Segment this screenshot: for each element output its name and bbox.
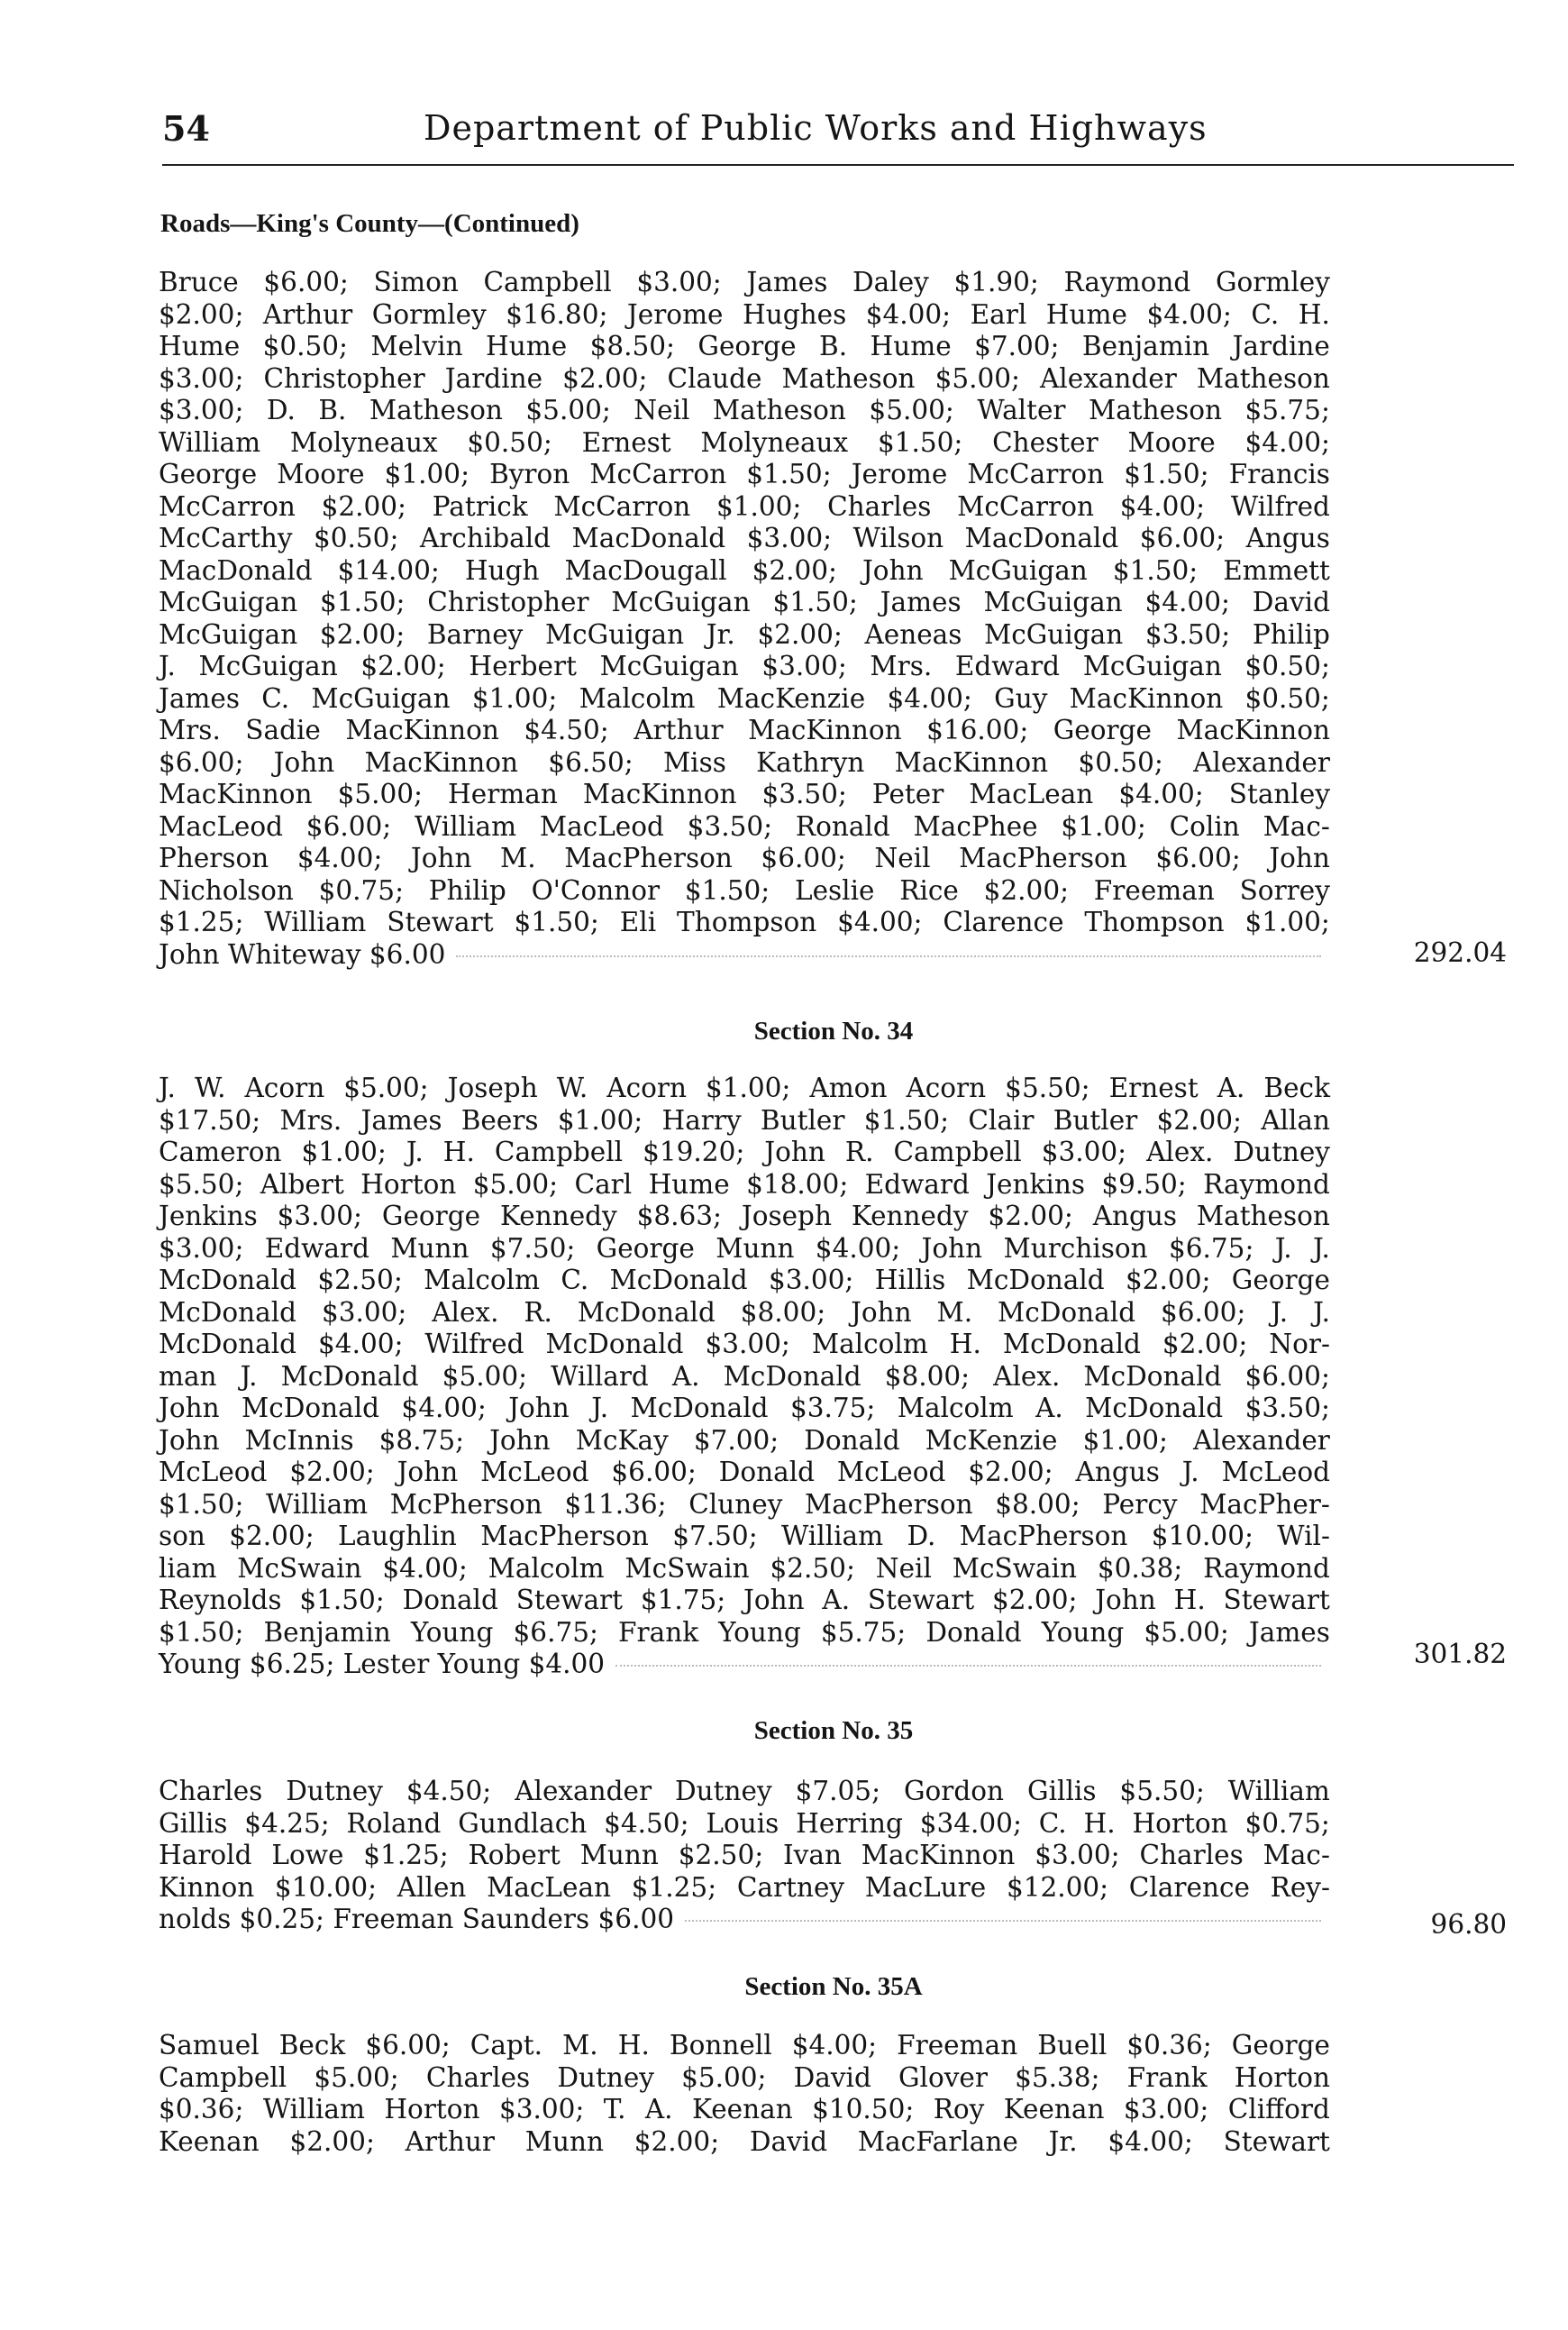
text-line: Charles Dutney $4.50; Alexander Dutney $7.05; Gordon Gillis $5.50; William — [159, 1776, 1330, 1806]
section-total-roads: 292.04 — [1413, 937, 1507, 968]
section-heading-34: Section No. 34 — [753, 1017, 914, 1046]
page-header — [162, 101, 1491, 164]
text-line: $5.50; Albert Horton $5.00; Carl Hume $18.00; Edward Jenkins $9.50; Raymond — [159, 1168, 1330, 1200]
section-heading-35a: Section No. 35A — [744, 1972, 923, 2001]
header-rule — [162, 164, 1514, 166]
text-line: $1.50; Benjamin Young $6.75; Frank Young $5.75; Donald Young $5.00; James — [159, 1616, 1330, 1648]
text-line: Gillis $4.25; Roland Gundlach $4.50; Louis Herring $34.00; C. H. Horton $0.75; — [159, 1807, 1330, 1839]
text-line: $3.00; Christopher Jardine $2.00; Claude Matheson $5.00; Alexander Matheson — [159, 362, 1330, 394]
section-paragraph-roads — [159, 267, 1330, 971]
dot-leader — [615, 1665, 1321, 1667]
text-line: Hume $0.50; Melvin Hume $8.50; George B. Hume $7.00; Benjamin Jardine — [159, 331, 1330, 361]
text-line: McLeod $2.00; John McLeod $6.00; Donald McLeod $2.00; Angus J. McLeod — [159, 1457, 1330, 1487]
text-line: $1.50; William McPherson $11.36; Cluney MacPherson $8.00; Percy MacPher- — [159, 1488, 1330, 1520]
last-line — [159, 1649, 1330, 1681]
text-line: Bruce $6.00; Simon Campbell $3.00; James Daley $1.90; Raymond Gormley — [159, 267, 1330, 297]
last-line — [159, 939, 1330, 972]
text-line: $3.00; Edward Munn $7.50; George Munn $4.00; John Murchison $6.75; J. J. — [159, 1232, 1330, 1264]
text-line: Harold Lowe $1.25; Robert Munn $2.50; Ivan MacKinnon $3.00; Charles Mac- — [159, 1840, 1330, 1870]
text-line: $0.36; William Horton $3.00; T. A. Keenan $10.50; Roy Keenan $3.00; Clifford — [159, 2094, 1330, 2124]
text-line: man J. McDonald $5.00; Willard A. McDonald $8.00; Alex. McDonald $6.00; — [159, 1360, 1330, 1392]
text-line: Cameron $1.00; J. H. Campbell $19.20; John R. Campbell $3.00; Alex. Dutney — [159, 1137, 1330, 1167]
dot-leader — [685, 1920, 1321, 1922]
text-line: McDonald $3.00; Alex. R. McDonald $8.00; John M. McDonald $6.00; J. J. — [159, 1296, 1330, 1328]
text-line: $3.00; D. B. Matheson $5.00; Neil Matheson $5.00; Walter Matheson $5.75; — [159, 395, 1330, 425]
text-line: Nicholson $0.75; Philip O'Connor $1.50; Leslie Rice $2.00; Freeman Sorrey — [159, 874, 1330, 906]
text-line: liam McSwain $4.00; Malcolm McSwain $2.50; Neil McSwain $0.38; Raymond — [159, 1552, 1330, 1584]
text-line: MacKinnon $5.00; Herman MacKinnon $3.50; Peter MacLean $4.00; Stanley — [159, 779, 1330, 809]
text-line: Mrs. Sadie MacKinnon $4.50; Arthur MacKinnon $16.00; George MacKinnon — [159, 715, 1330, 745]
text-line: Campbell $5.00; Charles Dutney $5.00; David Glover $5.38; Frank Horton — [159, 2061, 1330, 2093]
text-line: John McDonald $4.00; John J. McDonald $3.75; Malcolm A. McDonald $3.50; — [159, 1393, 1330, 1423]
section-paragraph-35 — [159, 1776, 1330, 1936]
last-line-text: John Whiteway $6.00 — [159, 938, 446, 970]
dot-leader — [456, 955, 1321, 957]
text-line: McGuigan $2.00; Barney McGuigan Jr. $2.00; Aeneas McGuigan $3.50; Philip — [159, 618, 1330, 650]
text-line: William Molyneaux $0.50; Ernest Molyneaux $1.50; Chester Moore $4.00; — [159, 426, 1330, 458]
section-heading-35: Section No. 35 — [753, 1716, 914, 1745]
text-line: Jenkins $3.00; George Kennedy $8.63; Joseph Kennedy $2.00; Angus Matheson — [159, 1201, 1330, 1231]
text-line: Kinnon $10.00; Allen MacLean $1.25; Cartney MacLure $12.00; Clarence Rey- — [159, 1871, 1330, 1903]
last-line-text: Young $6.25; Lester Young $4.00 — [159, 1649, 606, 1679]
page-title: Department of Public Works and Highways — [424, 108, 1208, 148]
text-line: McGuigan $1.50; Christopher McGuigan $1.50; James McGuigan $4.00; David — [159, 587, 1330, 617]
text-line: Keenan $2.00; Arthur Munn $2.00; David MacFarlane Jr. $4.00; Stewart — [159, 2125, 1330, 2157]
text-line: John McInnis $8.75; John McKay $7.00; Donald McKenzie $1.00; Alexander — [159, 1424, 1330, 1456]
text-line: Reynolds $1.50; Donald Stewart $1.75; John A. Stewart $2.00; John H. Stewart — [159, 1585, 1330, 1615]
page-number: 54 — [162, 108, 210, 149]
text-line: George Moore $1.00; Byron McCarron $1.50; Jerome McCarron $1.50; Francis — [159, 459, 1330, 489]
section-total-35: 96.80 — [1430, 1909, 1507, 1940]
text-line: J. W. Acorn $5.00; Joseph W. Acorn $1.00; Amon Acorn $5.50; Ernest A. Beck — [159, 1073, 1330, 1103]
text-line: Samuel Beck $6.00; Capt. M. H. Bonnell $4.00; Freeman Buell $0.36; George — [159, 2030, 1330, 2060]
section-paragraph-34 — [159, 1073, 1330, 1681]
section-total-34: 301.82 — [1413, 1639, 1507, 1669]
text-line: $2.00; Arthur Gormley $16.80; Jerome Hughes $4.00; Earl Hume $4.00; C. H. — [159, 298, 1330, 330]
text-line: MacLeod $6.00; William MacLeod $3.50; Ronald MacPhee $1.00; Colin Mac- — [159, 810, 1330, 842]
last-line — [159, 1904, 1330, 1936]
text-line: $17.50; Mrs. James Beers $1.00; Harry Butler $1.50; Clair Butler $2.00; Allan — [159, 1104, 1330, 1136]
text-line: J. McGuigan $2.00; Herbert McGuigan $3.00; Mrs. Edward McGuigan $0.50; — [159, 651, 1330, 681]
text-line: James C. McGuigan $1.00; Malcolm MacKenzie $4.00; Guy MacKinnon $0.50; — [159, 682, 1330, 714]
last-line-text: nolds $0.25; Freeman Saunders $6.00 — [159, 1904, 674, 1934]
text-line: Pherson $4.00; John M. MacPherson $6.00; Neil MacPherson $6.00; John — [159, 843, 1330, 873]
text-line: $1.25; William Stewart $1.50; Eli Thompson $4.00; Clarence Thompson $1.00; — [159, 907, 1330, 937]
section-paragraph-35a — [159, 2030, 1330, 2158]
text-line: McDonald $4.00; Wilfred McDonald $3.00; Malcolm H. McDonald $2.00; Nor- — [159, 1329, 1330, 1359]
text-line: MacDonald $14.00; Hugh MacDougall $2.00; John McGuigan $1.50; Emmett — [159, 554, 1330, 586]
section-heading-roads: Roads—King's County—(Continued) — [160, 209, 579, 238]
text-line: McCarron $2.00; Patrick McCarron $1.00; Charles McCarron $4.00; Wilfred — [159, 490, 1330, 522]
text-line: son $2.00; Laughlin MacPherson $7.50; William D. MacPherson $10.00; Wil- — [159, 1521, 1330, 1551]
text-line: McCarthy $0.50; Archibald MacDonald $3.00; Wilson MacDonald $6.00; Angus — [159, 523, 1330, 553]
text-line: $6.00; John MacKinnon $6.50; Miss Kathryn MacKinnon $0.50; Alexander — [159, 746, 1330, 778]
text-line: McDonald $2.50; Malcolm C. McDonald $3.00; Hillis McDonald $2.00; George — [159, 1265, 1330, 1295]
